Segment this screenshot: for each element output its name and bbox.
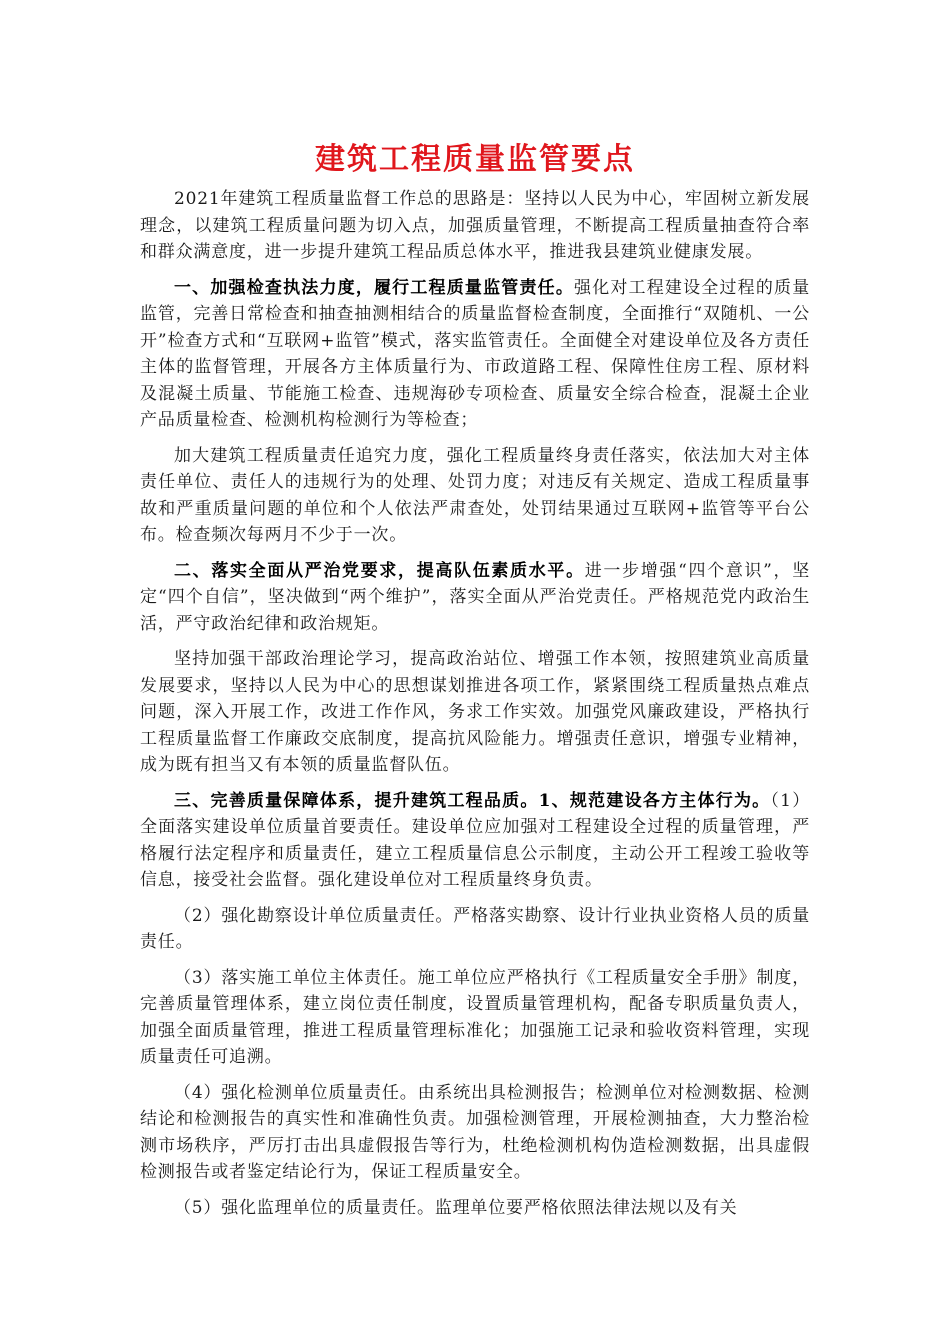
paragraph — [140, 1195, 810, 1222]
paragraph — [140, 186, 810, 266]
paragraph — [140, 788, 810, 894]
paragraph-text: （3）落实施工单位主体责任。施工单位应严格执行《工程质量安全手册》制度，完善质量管理体系，建立岗位责任制度，设置质量管理机构，配备专职质量负责人，加强全面质量管理，推进工程质量管理标准化；加强施工记录和验收资料管理，实现质量责任可追溯。 — [140, 967, 810, 1067]
paragraph-text: 进一步增强“四个意识”，坚定“四个自信”，坚决做到“两个维护”，落实全面从严治党责任。严格规范党内政治生活，严守政治纪律和政治规矩。 — [140, 560, 810, 634]
paragraph — [140, 903, 810, 956]
paragraph — [140, 1080, 810, 1186]
paragraph-text: （1）全面落实建设单位质量首要责任。建设单位应加强对工程建设全过程的质量管理，严格履行法定程序和质量责任，建立工程质量信息公示制度，主动公开工程竣工验收等信息，接受社会监督。强化建设单位对工程质量终身负责。 — [140, 790, 810, 890]
section-heading: 二、落实全面从严治党要求，提高队伍素质水平。 — [174, 560, 585, 581]
paragraph — [140, 275, 810, 434]
paragraph — [140, 443, 810, 549]
paragraph — [140, 558, 810, 638]
paragraph-text: （2）强化勘察设计单位质量责任。严格落实勘察、设计行业执业资格人员的质量责任。 — [140, 905, 810, 952]
paragraph-text: 坚持加强干部政治理论学习，提高政治站位、增强工作本领，按照建筑业高质量发展要求，坚持以人民为中心的思想谋划推进各项工作，紧紧围绕工程质量热点难点问题，深入开展工作，改进工作作风，务求工作实效。加强党风廉政建设，严格执行工程质量监督工作廉政交底制度，提高抗风险能力。增强责任意识，增强专业精神，成为既有担当又有本领的质量监督队伍。 — [140, 649, 810, 775]
document-title: 建筑工程质量监管要点 — [315, 142, 635, 177]
section-heading: 三、完善质量保障体系，提升建筑工程品质。1、规范建设各方主体行为。 — [174, 790, 771, 811]
paragraph — [140, 646, 810, 779]
paragraph-text: 2021年建筑工程质量监督工作总的思路是：坚持以人民为中心，牢固树立新发展理念，以建筑工程质量问题为切入点，加强质量管理，不断提高工程质量抽查符合率和群众满意度，进一步提升建筑工程品质总体水平，推进我县建筑业健康发展。 — [140, 189, 810, 262]
paragraph-text: （5）强化监理单位的质量责任。监理单位要严格依照法律法规以及有关 — [174, 1197, 738, 1218]
paragraph-text: 加大建筑工程质量责任追究力度，强化工程质量终身责任落实，依法加大对主体责任单位、责任人的违规行为的处理、处罚力度；对违反有关规定、造成工程质量事故和严重质量问题的单位和个人依法严肃查处，处罚结果通过互联网+监管等平台公布。检查频次每两月不少于一次。 — [140, 445, 810, 545]
section-heading: 一、加强检查执法力度，履行工程质量监管责任。 — [174, 277, 575, 298]
paragraph — [140, 965, 810, 1071]
paragraph-text: 强化对工程建设全过程的质量监管，完善日常检查和抽查抽测相结合的质量监督检查制度，全面推行“双随机、一公开”检查方式和“互联网+监管”模式，落实监管责任。全面健全对建设单位及各方责任主体的监督管理，开展各方主体质量行为、市政道路工程、保障性住房工程、原材料及混凝土质量、节能施工检查、违规海砂专项检查、质量安全综合检查，混凝土企业产品质量检查、检测机构检测行为等检查； — [140, 277, 810, 430]
document-page — [140, 140, 810, 1230]
paragraph-text: （4）强化检测单位质量责任。由系统出具检测报告；检测单位对检测数据、检测结论和检测报告的真实性和准确性负责。加强检测管理，开展检测抽查，大力整治检测市场秩序，严厉打击出具虚假报告等行为，杜绝检测机构伪造检测数据，出具虚假检测报告或者鉴定结论行为，保证工程质量安全。 — [140, 1082, 810, 1182]
